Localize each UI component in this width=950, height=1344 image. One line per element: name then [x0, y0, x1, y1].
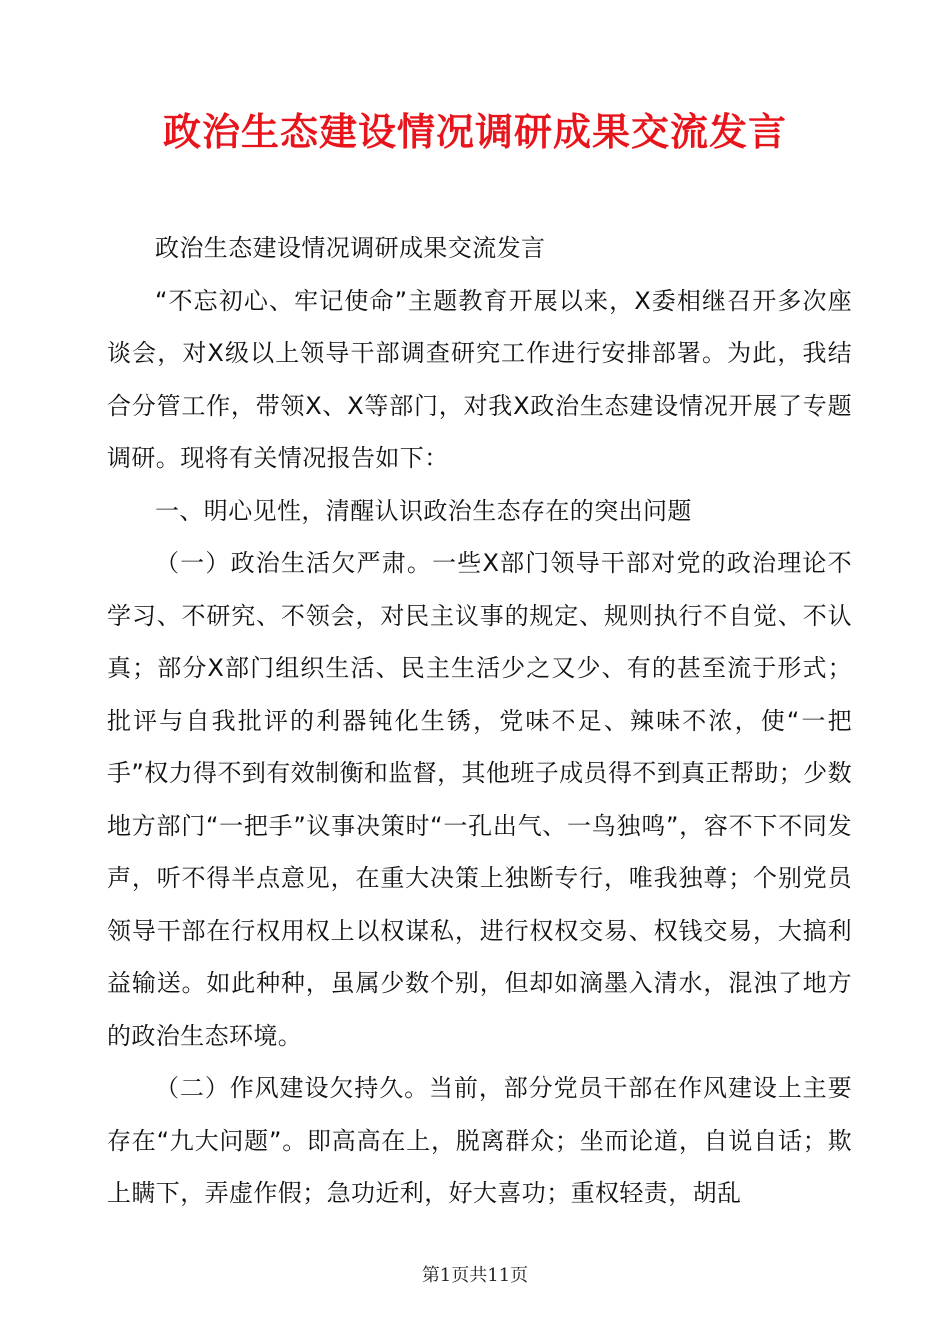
paragraph-subtitle: 政治生态建设情况调研成果交流发言	[155, 234, 546, 262]
paragraph-work-style: （二）作风建设欠持久。当前，部分党员干部在作风建设上主要存在“九大问题”。即高高在上，脱离群众；坐而论道，自说自话；欺上瞒下，弄虚作假；急功近利，好大喜功；重权轻责，胡乱	[107, 1074, 852, 1207]
document-body	[107, 222, 852, 1220]
page-footer: 第1页共11页	[421, 1265, 529, 1286]
paragraph-political-life: （一）政治生活欠严肃。一些X部门领导干部对党的政治理论不学习、不研究、不领会，对民主议事的规定、规则执行不自觉、不认真；部分X部门组织生活、民主生活少之又少、有的甚至流于形式；批评与自我批评的利器钝化生锈，党味不足、辣味不浓，使“一把手”权力得不到有效制衡和监督，其他班子成员得不到真正帮助；少数地方部门“一把手”议事决策时“一孔出气、一鸟独鸣”，容不下不同发声，听不得半点意见，在重大决策上独断专行，唯我独尊；个别党员领导干部在行权用权上以权谋私，进行权权交易、权钱交易，大搞利益输送。如此种种，虽属少数个别，但却如滴墨入清水，混浊了地方的政治生态环境。	[107, 549, 853, 1050]
paragraph-intro: “不忘初心、牢记使命”主题教育开展以来，X委相继召开多次座谈会，对X级以上领导干部调查研究工作进行安排部署。为此，我结合分管工作，带领X、X等部门，对我X政治生态建设情况开展了专题调研。现将有关情况报告如下：	[107, 286, 852, 472]
document-title: 政治生态建设情况调研成果交流发言	[162, 110, 787, 154]
section-heading: 一、明心见性，清醒认识政治生态存在的突出问题	[155, 496, 692, 525]
